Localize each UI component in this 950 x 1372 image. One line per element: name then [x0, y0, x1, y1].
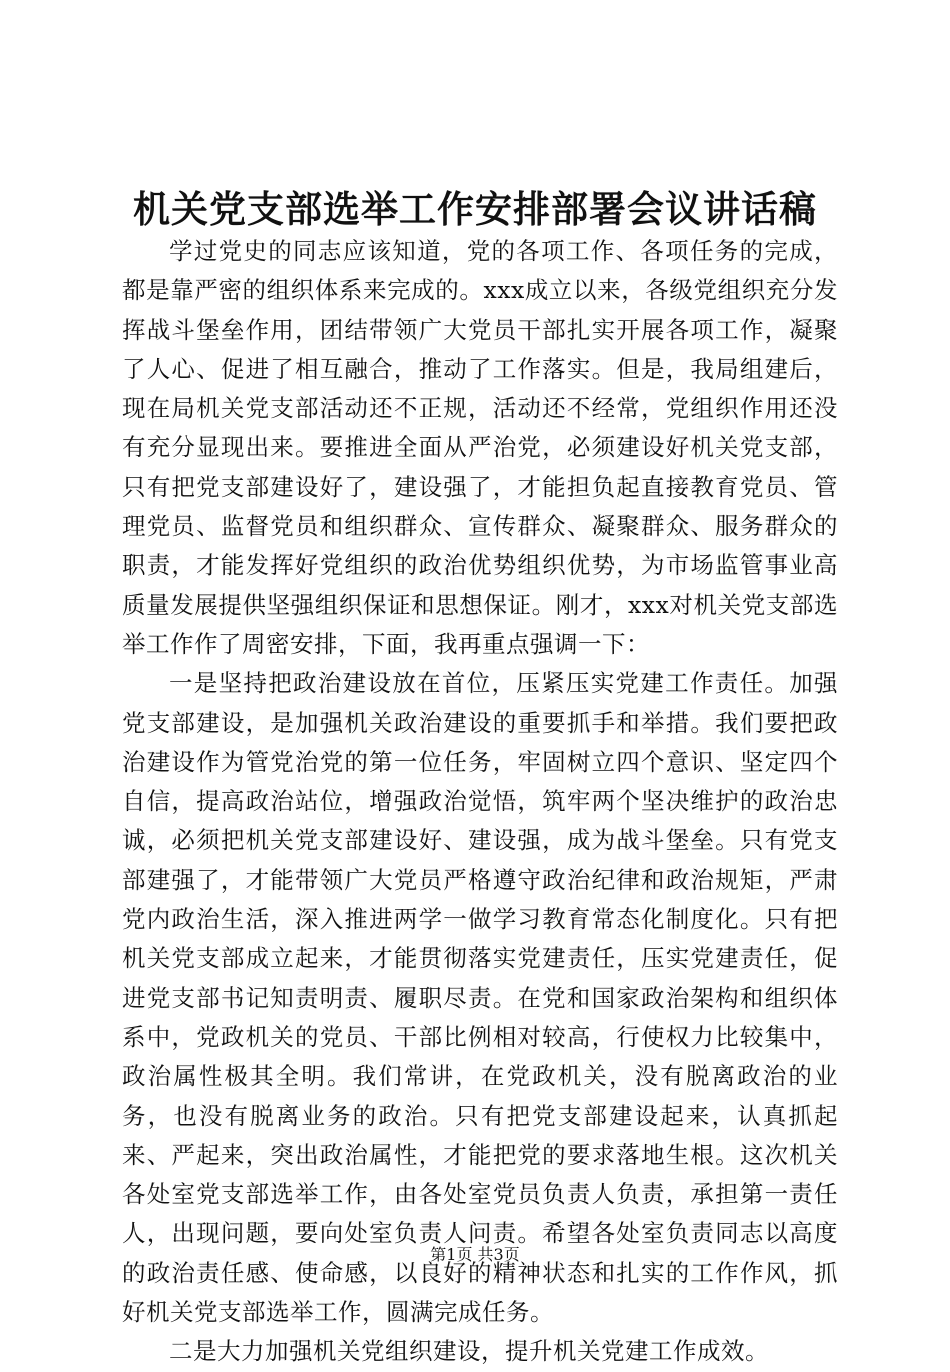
page-number-indicator: 第1页 共3页	[430, 1245, 520, 1264]
paragraph-intro: 学过党史的同志应该知道，党的各项工作、各项任务的完成，都是靠严密的组织体系来完成的。xxx成立以来，各级党组织充分发挥战斗堡垒作用，团结带领广大党员干部扎实开展各项工作，凝聚了人心、促进了相互融合，推动了工作落实。但是，我局组建后，现在局机关党支部活动还不正规，活动还不经常，党组织作用还没有充分显现出来。要推进全面从严治党，必须建设好机关党支部，只有把党支部建设好了，建设强了，才能担负起直接教育党员、管理党员、监督党员和组织群众、宣传群众、凝聚群众、服务群众的职责，才能发挥好党组织的政治优势组织优势，为市场监管事业高质量发展提供坚强组织保证和思想保证。刚才，xxx对机关党支部选举工作作了周密安排，下面，我再重点强调一下：	[122, 237, 838, 658]
document-title: 机关党支部选举工作安排部署会议讲话稿	[133, 187, 817, 231]
page-footer	[0, 1244, 950, 1266]
paragraph-point-two: 二是大力加强机关党组织建设，提升机关党建工作成效。	[169, 1337, 769, 1366]
paragraph-point-one: 一是坚持把政治建设放在首位，压紧压实党建工作责任。加强党支部建设，是加强机关政治建设的重要抓手和举措。我们要把政治建设作为管党治党的第一位任务，牢固树立四个意识、坚定四个自信，提高政治站位，增强政治觉悟，筑牢两个坚决维护的政治忠诚，必须把机关党支部建设好、建设强，成为战斗堡垒。只有党支部建强了，才能带领广大党员严格遵守政治纪律和政治规矩，严肃党内政治生活，深入推进两学一做学习教育常态化制度化。只有把机关党支部成立起来，才能贯彻落实党建责任，压实党建责任，促进党支部书记知责明责、履职尽责。在党和国家政治架构和组织体系中，党政机关的党员、干部比例相对较高，行使权力比较集中，政治属性极其全明。我们常讲，在党政机关，没有脱离政治的业务，也没有脱离业务的政治。只有把党支部建设起来，认真抓起来、严起来，突出政治属性，才能把党的要求落地生根。这次机关各处室党支部选举工作，由各处室党员负责人负责，承担第一责任人，出现问题，要向处室负责人问责。希望各处室负责同志以高度的政治责任感、使命感，以良好的精神状态和扎实的工作作风，抓好机关党支部选举工作，圆满完成任务。	[122, 669, 838, 1327]
document-body	[122, 232, 838, 1372]
